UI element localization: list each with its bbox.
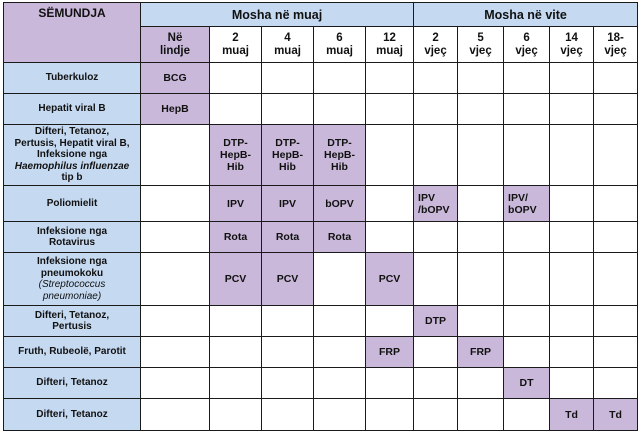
- vaccine-label: IPV: [418, 191, 435, 204]
- table-row: [4, 399, 638, 431]
- vaccine-label: Hib: [279, 161, 296, 173]
- vaccine-label: Td: [609, 408, 622, 421]
- empty-cell: [504, 337, 550, 368]
- empty-cell: [550, 306, 594, 337]
- vaccine-label: DTP: [425, 315, 447, 327]
- empty-cell: [594, 186, 638, 222]
- empty-cell: [414, 337, 458, 368]
- age-header-8: [550, 27, 594, 63]
- disease-name-line: Haemophilus influenzae: [14, 160, 130, 172]
- disease-name-line: (Streptococcus: [38, 279, 106, 290]
- disease-name: [4, 399, 141, 431]
- age-header-line: 14: [565, 31, 578, 44]
- vaccine-cell: [504, 368, 550, 399]
- vaccine-label: PCV: [276, 273, 299, 285]
- empty-cell: [314, 399, 366, 431]
- empty-cell: [458, 399, 504, 431]
- table-row: [4, 222, 638, 253]
- empty-cell: [210, 368, 262, 399]
- disease-name: [4, 222, 141, 253]
- disease-name: [4, 186, 141, 222]
- empty-cell: [262, 94, 314, 125]
- vaccine-label: HepB-: [220, 149, 251, 161]
- disease-name-line: Pertusis: [52, 321, 92, 332]
- vaccine-label: DTP-: [275, 137, 300, 149]
- table-row: [4, 306, 638, 337]
- vaccine-cell: [141, 63, 210, 94]
- disease-name: [4, 94, 141, 125]
- empty-cell: [594, 368, 638, 399]
- empty-cell: [366, 399, 414, 431]
- empty-cell: [504, 94, 550, 125]
- empty-cell: [504, 222, 550, 253]
- vaccine-cell: [594, 399, 638, 431]
- empty-cell: [414, 253, 458, 306]
- disease-name-line: Difteri, Tetanoz,: [34, 309, 110, 321]
- disease-name-line: Difteri, Tetanoz: [36, 408, 108, 420]
- empty-cell: [262, 337, 314, 368]
- empty-cell: [366, 222, 414, 253]
- age-header-line: 18-: [607, 31, 624, 44]
- disease-name: [4, 63, 141, 94]
- vaccine-cell: [366, 253, 414, 306]
- empty-cell: [550, 94, 594, 125]
- empty-cell: [414, 368, 458, 399]
- empty-cell: [141, 186, 210, 222]
- empty-cell: [594, 306, 638, 337]
- age-header-6: [458, 27, 504, 63]
- empty-cell: [314, 94, 366, 125]
- empty-cell: [210, 306, 262, 337]
- table-row: [4, 94, 638, 125]
- vaccine-cell: [550, 399, 594, 431]
- empty-cell: [141, 337, 210, 368]
- empty-cell: [314, 368, 366, 399]
- empty-cell: [366, 125, 414, 186]
- age-years-group-header: Mosha në vite: [414, 3, 638, 27]
- empty-cell: [594, 63, 638, 94]
- age-header-line: vjeç: [604, 44, 627, 57]
- empty-cell: [366, 368, 414, 399]
- empty-cell: [262, 399, 314, 431]
- empty-cell: [141, 253, 210, 306]
- disease-name: [4, 368, 141, 399]
- vaccine-cell: [262, 125, 314, 186]
- empty-cell: [458, 63, 504, 94]
- vaccine-label: IPV: [227, 197, 244, 210]
- empty-cell: [141, 306, 210, 337]
- vaccine-label: DTP-: [223, 137, 248, 149]
- empty-cell: [210, 337, 262, 368]
- age-header-line: vjeç: [560, 44, 583, 57]
- empty-cell: [314, 253, 366, 306]
- age-header-7: [504, 27, 550, 63]
- empty-cell: [504, 63, 550, 94]
- age-header-line: 6: [336, 31, 343, 44]
- vaccine-label: DT: [519, 377, 534, 389]
- vaccine-cell: [141, 94, 210, 125]
- age-header-3: [314, 27, 366, 63]
- age-header-line: 5: [477, 31, 484, 44]
- age-header-line: 6: [523, 31, 530, 44]
- age-header-0: [141, 27, 210, 63]
- empty-cell: [141, 368, 210, 399]
- vaccine-cell: [414, 186, 458, 222]
- empty-cell: [210, 63, 262, 94]
- vaccine-label: Rota: [327, 231, 352, 243]
- disease-name-line: Pertusis, Hepatit viral B,: [14, 137, 130, 149]
- disease-name-line: Poliomielit: [46, 197, 98, 209]
- disease-name: [4, 253, 141, 306]
- vaccine-cell: [262, 186, 314, 222]
- empty-cell: [550, 125, 594, 186]
- empty-cell: [594, 94, 638, 125]
- age-header-line: muaj: [376, 44, 403, 57]
- empty-cell: [366, 306, 414, 337]
- age-header-line: Në: [167, 31, 183, 44]
- vaccine-cell: [458, 337, 504, 368]
- empty-cell: [314, 63, 366, 94]
- disease-name-line: Infeksione nga: [36, 256, 107, 267]
- empty-cell: [504, 125, 550, 186]
- age-header-line: vjeç: [469, 44, 492, 57]
- empty-cell: [141, 125, 210, 186]
- empty-cell: [458, 125, 504, 186]
- age-header-5: [414, 27, 458, 63]
- vaccine-label: bOPV: [508, 203, 537, 216]
- age-header-line: 2: [232, 31, 239, 44]
- empty-cell: [550, 222, 594, 253]
- age-header-line: muaj: [222, 44, 249, 57]
- empty-cell: [550, 368, 594, 399]
- vaccine-label: Rota: [223, 231, 248, 243]
- vaccine-cell: [366, 337, 414, 368]
- disease-name-line: Rotavirus: [48, 237, 96, 248]
- age-header-9: [594, 27, 638, 63]
- vaccine-label: FRP: [379, 346, 401, 358]
- disease-name-line: Tuberkuloz: [45, 72, 99, 84]
- vaccine-label: IPV: [279, 197, 296, 210]
- disease-column-header: SËMUNDJA: [4, 3, 141, 63]
- disease-name-line: tip b: [61, 172, 83, 184]
- vaccine-cell: [210, 186, 262, 222]
- empty-cell: [504, 399, 550, 431]
- empty-cell: [550, 186, 594, 222]
- age-header-1: [210, 27, 262, 63]
- age-header-line: muaj: [326, 44, 353, 57]
- table-row: [4, 125, 638, 186]
- empty-cell: [594, 337, 638, 368]
- table-row: [4, 368, 638, 399]
- empty-cell: [414, 125, 458, 186]
- empty-cell: [262, 306, 314, 337]
- empty-cell: [314, 337, 366, 368]
- age-header-line: vjeç: [424, 44, 447, 57]
- table-row: [4, 337, 638, 368]
- vaccine-label: Td: [565, 408, 578, 421]
- vaccine-cell: [210, 222, 262, 253]
- empty-cell: [550, 253, 594, 306]
- empty-cell: [594, 222, 638, 253]
- empty-cell: [458, 186, 504, 222]
- vaccine-label: Rota: [275, 231, 300, 243]
- empty-cell: [366, 186, 414, 222]
- disease-name: [4, 337, 141, 368]
- vaccine-cell: [262, 253, 314, 306]
- vaccination-table: [3, 2, 638, 431]
- empty-cell: [504, 306, 550, 337]
- table-row: [4, 186, 638, 222]
- empty-cell: [550, 337, 594, 368]
- age-months-group-header: Mosha në muaj: [141, 3, 414, 27]
- age-header-line: muaj: [274, 44, 301, 57]
- empty-cell: [550, 63, 594, 94]
- vaccine-label: HepB-: [324, 149, 355, 161]
- vaccine-label: HepB-: [272, 149, 303, 161]
- vaccine-label: PCV: [378, 273, 401, 285]
- vaccine-label: IPV/: [508, 191, 528, 204]
- empty-cell: [414, 63, 458, 94]
- disease-name-line: Infeksione nga: [36, 149, 107, 161]
- vaccine-label: HepB: [161, 103, 189, 115]
- age-header-line: lindje: [159, 44, 191, 57]
- vaccine-cell: [504, 186, 550, 222]
- vaccine-label: BCG: [163, 72, 187, 84]
- disease-name: [4, 125, 141, 186]
- vaccine-cell: [314, 222, 366, 253]
- vaccination-schedule: [3, 2, 637, 431]
- empty-cell: [414, 94, 458, 125]
- empty-cell: [504, 253, 550, 306]
- vaccine-cell: [314, 186, 366, 222]
- empty-cell: [262, 63, 314, 94]
- age-header-line: 2: [432, 31, 439, 44]
- empty-cell: [210, 399, 262, 431]
- empty-cell: [414, 399, 458, 431]
- age-header-line: vjeç: [515, 44, 538, 57]
- empty-cell: [262, 368, 314, 399]
- empty-cell: [458, 94, 504, 125]
- table-row: [4, 253, 638, 306]
- empty-cell: [314, 306, 366, 337]
- empty-cell: [594, 125, 638, 186]
- vaccine-label: FRP: [470, 346, 492, 358]
- empty-cell: [458, 368, 504, 399]
- empty-cell: [141, 399, 210, 431]
- vaccine-label: Hib: [331, 161, 348, 173]
- empty-cell: [366, 63, 414, 94]
- disease-name: [4, 306, 141, 337]
- empty-cell: [366, 94, 414, 125]
- age-header-line: 4: [284, 31, 291, 44]
- disease-name-line: pneumoniae): [42, 290, 102, 302]
- disease-name-line: Difteri, Tetanoz: [36, 377, 108, 389]
- empty-cell: [458, 253, 504, 306]
- vaccine-label: /bOPV: [418, 203, 450, 216]
- disease-name-line: Difteri, Tetanoz,: [34, 126, 110, 138]
- age-header-line: 12: [383, 31, 396, 44]
- empty-cell: [210, 94, 262, 125]
- vaccine-label: bOPV: [325, 197, 354, 210]
- vaccine-cell: [414, 306, 458, 337]
- disease-name-line: Hepatit viral B: [38, 103, 106, 115]
- vaccine-cell: [262, 222, 314, 253]
- empty-cell: [594, 253, 638, 306]
- vaccine-cell: [210, 253, 262, 306]
- disease-name-line: Infeksione nga: [36, 225, 107, 237]
- vaccine-label: DTP-: [327, 137, 352, 149]
- age-header-4: [366, 27, 414, 63]
- vaccine-cell: [210, 125, 262, 186]
- vaccine-label: PCV: [224, 273, 247, 285]
- table-row: [4, 63, 638, 94]
- vaccine-cell: [314, 125, 366, 186]
- empty-cell: [141, 222, 210, 253]
- age-header-2: [262, 27, 314, 63]
- empty-cell: [458, 306, 504, 337]
- disease-name-line: pneumokoku: [40, 267, 104, 279]
- empty-cell: [458, 222, 504, 253]
- disease-name-line: Fruth, Rubeolë, Parotit: [18, 346, 126, 358]
- vaccine-label: Hib: [227, 161, 244, 173]
- empty-cell: [414, 222, 458, 253]
